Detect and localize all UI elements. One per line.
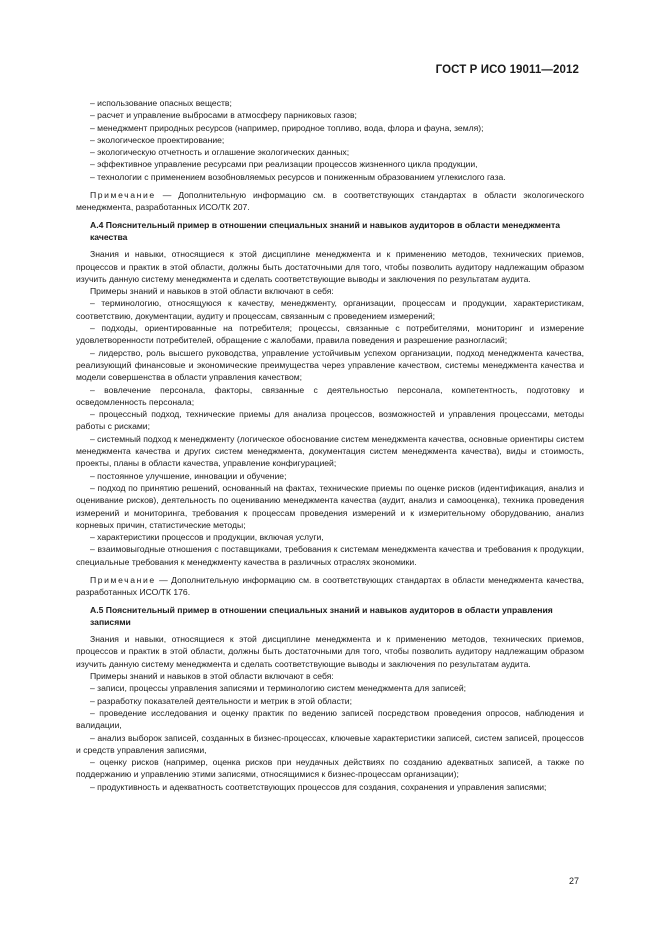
page-number: 27	[568, 876, 579, 886]
list-item: – технологии с применением возобновляемых ресурсов и пониженным образованием углекислого газа.	[90, 171, 506, 182]
note-quality	[76, 574, 584, 599]
list-item: – расчет и управление выбросами в атмосферу парниковых газов;	[90, 110, 357, 121]
list-item: – подходы, ориентированные на потребителя; процессы, связанные с потребителями, мониторинг и измерение удовлетворенности потребителей, обращение с жалобами, правила поведения и разрешение разногласий;	[76, 323, 584, 346]
section-intro: Знания и навыки, относящиеся к этой дисциплине менеджмента и к применению методов, технических приемов, процессов и практик в этой области, должны быть достаточными для того, чтобы позволить аудитору надлежащим образом изучить данную систему менеджмента и сделать соответствующие выводы и заключения по результатам аудита.	[76, 249, 584, 284]
section-heading-a4: А.4 Пояснительный пример в отношении специальных знаний и навыков аудиторов в области менеджмента качества	[90, 219, 560, 242]
list-item: – лидерство, роль высшего руководства, управление устойчивым успехом организации, подход менеджмента качества, реализующий финансовые и экономические преимущества через управление качеством, системы менеджмента качества и модели совершенства в области управления качеством;	[76, 347, 584, 383]
examples-lead: Примеры знаний и навыков в этой области включают в себя:	[90, 671, 334, 682]
list-item: – вовлечение персонала, факторы, связанные с деятельностью персонала, компетентность, подготовку и осведомленность персонала;	[76, 384, 584, 407]
list-item: – записи, процессы управления записями и терминологию систем менеджмента для записей;	[90, 683, 467, 694]
note-text: — Дополнительную информацию см. в соответствующих стандартах в области менеджмента качества, разработанных ИСО/ТК 176.	[76, 574, 584, 598]
records-list	[76, 682, 584, 793]
list-item: – характеристики процессов и продукции, включая услуги,	[90, 532, 324, 543]
list-item: – системный подход к менеджменту (логическое обоснование систем менеджмента качества, основные ориентиры систем менеджмента качества и других систем менеджмента, документация систем менеджмента качества), виды и стоимость, проекты, планы в области качества, управление конфигурацией;	[76, 433, 584, 469]
list-item: – оценку рисков (например, оценка рисков при неудачных действиях по созданию адекватных записей, а также по поддержанию и управлению этими записями, относящимися к бизнес-процессам организации);	[76, 757, 584, 780]
list-item: – экологическую отчетность и оглашение экологических данных;	[90, 147, 350, 158]
list-item: – разработку показателей деятельности и метрик в этой области;	[90, 695, 352, 706]
list-item: – эффективное управление ресурсами при реализации процессов жизненного цикла продукции,	[90, 159, 478, 170]
list-item: – продуктивность и адекватность соответствующих процессов для создания, сохранения и управления записями;	[90, 781, 547, 792]
quality-list	[76, 297, 584, 568]
list-item: – анализ выборок записей, созданных в бизнес-процессах, ключевые характеристики записей, систем записей, процессов и средств управления записями,	[76, 732, 584, 755]
list-item: – менеджмент природных ресурсов (например, природное топливо, вода, флора и фауна, земля);	[90, 122, 484, 133]
page-content	[76, 97, 584, 793]
section-intro: Знания и навыки, относящиеся к этой дисциплине менеджмента и к применению методов, технических приемов, процессов и практик в этой области, должны быть достаточными для того, чтобы позволить аудитору надлежащим образом изучить данную систему менеджмента и сделать соответствующие выводы и заключения по результатам аудита.	[76, 634, 584, 669]
list-item: – постоянное улучшение, инновации и обучение;	[90, 470, 287, 481]
note-environmental	[76, 189, 584, 214]
environment-list	[76, 97, 584, 183]
note-label: Примечание	[90, 574, 156, 585]
list-item: – терминологию, относящуюся к качеству, менеджменту, организации, процессам и продукции, характеристикам, соответствию, документации, аудиту и процессам, связанным с проведением измерений;	[76, 298, 584, 321]
list-item: – взаимовыгодные отношения с поставщиками, требования к системам менеджмента качества и требования к продукции, специальные требования к менеджменту качества в различных отраслях экономики.	[76, 544, 584, 567]
note-label: Примечание	[90, 190, 156, 201]
section-heading-a5: А.5 Пояснительный пример в отношении специальных знаний и навыков аудиторов в области управления записями	[90, 604, 553, 627]
list-item: – процессный подход, технические приемы для анализа процессов, возможностей и управления процессами, методы работы с рисками;	[76, 409, 584, 432]
list-item: – подход по принятию решений, основанный на фактах, технические приемы по оценке рисков (идентификация, анализ и оценивание рисков), деятельность по оцениванию менеджмента качества (аудит, анализ и самооценка), техника проведения измерений и мониторинга, требования к процессам проведения измерений и к измерительному оборудованию, анализ корневых причин, статистические методы;	[76, 482, 584, 530]
standard-header: ГОСТ Р ИСО 19011—2012	[435, 64, 579, 76]
note-text: — Дополнительную информацию см. в соответствующих стандартах в области экологического менеджмента, разработанных ИСО/ТК 207.	[76, 190, 584, 213]
list-item: – экологическое проектирование;	[90, 134, 225, 145]
list-item: – проведение исследования и оценку практик по ведению записей посредством проведения опросов, наблюдения и валидации,	[76, 707, 584, 731]
examples-lead: Примеры знаний и навыков в этой области включают в себя:	[90, 286, 334, 297]
list-item: – использование опасных веществ;	[90, 98, 232, 108]
